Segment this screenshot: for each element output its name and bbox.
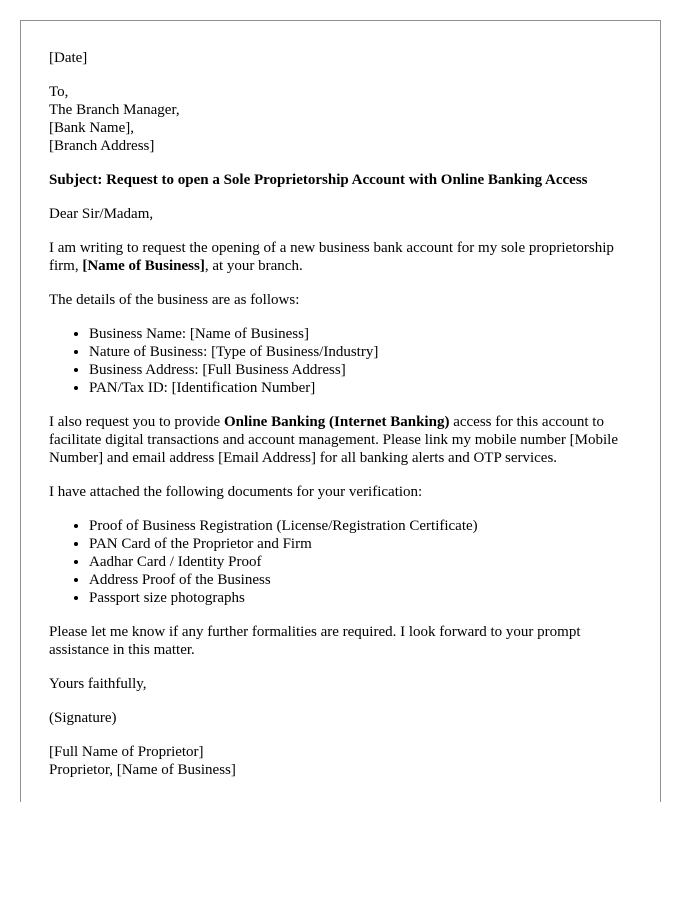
recipient-block <box>49 83 632 155</box>
letter-date <box>49 49 632 67</box>
documents-list <box>49 517 632 607</box>
list-item: • Passport size photographs <box>89 589 632 607</box>
list-item: • PAN Card of the Proprietor and Firm <box>89 535 632 553</box>
list-item: • Nature of Business: [Type of Business/Industry] <box>89 343 632 361</box>
list-item: • Business Name: [Name of Business] <box>89 325 632 343</box>
proprietor-name: [Full Name of Proprietor] <box>49 744 204 760</box>
recipient-to: To, <box>49 84 69 100</box>
signature-placeholder: (Signature) <box>49 710 117 726</box>
intro-business-name: [Name of Business] <box>82 258 205 274</box>
list-item: • Aadhar Card / Identity Proof <box>89 553 632 571</box>
proprietor-block <box>49 743 632 779</box>
list-item: • Proof of Business Registration (License/Registration Certificate) <box>89 517 632 535</box>
intro-paragraph <box>49 239 632 275</box>
business-details-list <box>49 325 632 397</box>
intro-text-before: I am writing to request the opening of a new business bank account for my sole proprietorship firm, <box>49 240 614 274</box>
details-heading: The details of the business are as follows: <box>49 292 300 308</box>
list-item: • PAN/Tax ID: [Identification Number] <box>89 379 632 397</box>
salutation: Dear Sir/Madam, <box>49 206 154 222</box>
online-banking-text-after: access for this account to facilitate digital transactions and account management. Please link my mobile number [Mobile Number] and email address [Email Address] for all banking alerts and OTP services. <box>49 414 618 466</box>
letter-subject: Subject: Request to open a Sole Proprietorship Account with Online Banking Access <box>49 172 588 188</box>
proprietor-title: Proprietor, [Name of Business] <box>49 762 236 778</box>
online-banking-text-before: I also request you to provide <box>49 414 224 430</box>
intro-text-after: , at your branch. <box>204 258 303 274</box>
letter-page <box>20 20 661 802</box>
online-banking-paragraph <box>49 413 632 467</box>
sign-off: Yours faithfully, <box>49 676 147 692</box>
recipient-address: [Branch Address] <box>49 138 155 154</box>
recipient-bank: [Bank Name], <box>49 120 134 136</box>
recipient-title: The Branch Manager, <box>49 102 180 118</box>
closing-paragraph: Please let me know if any further formalities are required. I look forward to your prompt assistance in this matter. <box>49 624 581 658</box>
list-item: • Business Address: [Full Business Address] <box>89 361 632 379</box>
list-item: • Address Proof of the Business <box>89 571 632 589</box>
online-banking-highlight: Online Banking (Internet Banking) <box>223 414 450 430</box>
date-text: [Date] <box>49 50 88 66</box>
documents-heading: I have attached the following documents for your verification: <box>49 484 423 500</box>
